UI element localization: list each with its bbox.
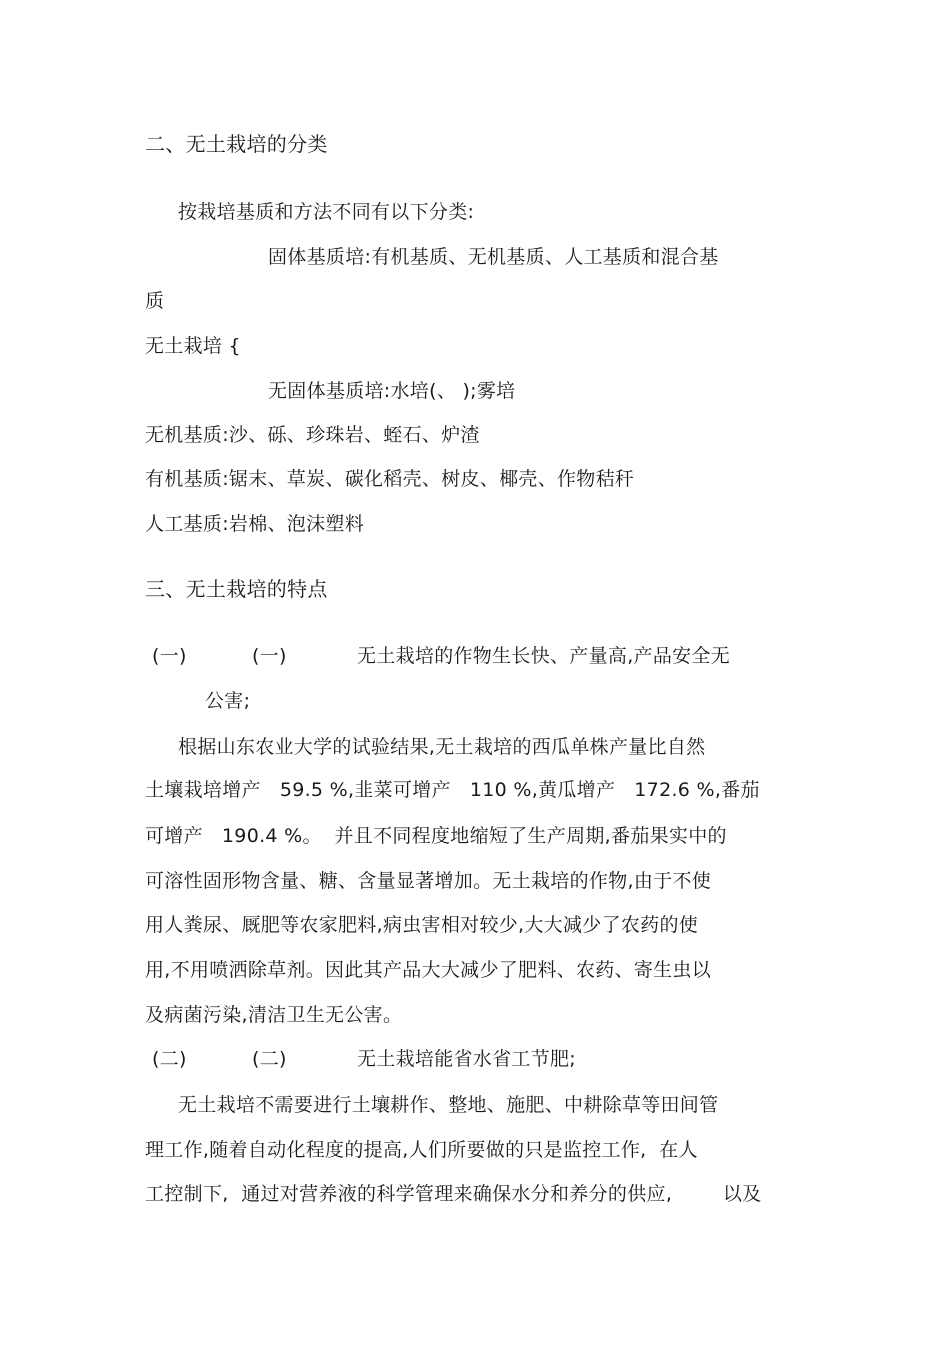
section-3-heading: 三、无土栽培的特点 bbox=[145, 577, 328, 601]
item-1-paragraph-line-1: 根据山东农业大学的试验结果,无土栽培的西瓜单株产量比自然 bbox=[178, 736, 706, 758]
section-2-intro: 按栽培基质和方法不同有以下分类: bbox=[178, 201, 475, 223]
organic-substrate-line: 有机基质:锯末、草炭、碳化稻壳、树皮、椰壳、作物秸秆 bbox=[145, 468, 635, 490]
item-2-paragraph-line-3: 工控制下, 通过对营养液的科学管理来确保水分和养分的供应, 以及 bbox=[145, 1183, 762, 1205]
inorganic-substrate-line: 无机基质:沙、砾、珍珠岩、蛭石、炉渣 bbox=[145, 424, 480, 446]
item-2-title: 无土栽培能省水省工节肥; bbox=[357, 1048, 577, 1070]
item-1-title-line-1: 无土栽培的作物生长快、产量高,产品安全无 bbox=[357, 645, 731, 667]
solid-substrate-line-2: 质 bbox=[145, 290, 165, 312]
item-1-paragraph-line-5: 用人粪尿、厩肥等农家肥料,病虫害相对较少,大大减少了农药的使 bbox=[145, 914, 699, 936]
item-1-marker-b: (一) bbox=[252, 645, 287, 667]
item-1-paragraph-line-2: 土壤栽培增产 59.5 %,韭菜可增产 110 %,黄瓜增产 172.6 %,番茄 bbox=[145, 779, 760, 801]
non-solid-substrate-line: 无固体基质培:水培(、 );雾培 bbox=[268, 380, 516, 402]
item-1-title-line-2: 公害; bbox=[205, 690, 251, 712]
item-1-paragraph-line-4: 可溶性固形物含量、糖、含量显著增加。无土栽培的作物,由于不使 bbox=[145, 870, 712, 892]
item-2-paragraph-line-1: 无土栽培不需要进行土壤耕作、整地、施肥、中耕除草等田间管 bbox=[178, 1094, 719, 1116]
item-1-paragraph-line-6: 用,不用喷洒除草剂。因此其产品大大减少了肥料、农药、寄生虫以 bbox=[145, 959, 712, 981]
item-1-marker-a: (一) bbox=[152, 645, 187, 667]
artificial-substrate-line: 人工基质:岩棉、泡沫塑料 bbox=[145, 513, 365, 535]
item-1-paragraph-line-7: 及病菌污染,清洁卫生无公害。 bbox=[145, 1004, 403, 1026]
item-2-paragraph-line-2: 理工作,随着自动化程度的提高,人们所要做的只是监控工作, 在人 bbox=[145, 1139, 698, 1161]
item-2-marker-a: (二) bbox=[152, 1048, 187, 1070]
classification-root-label: 无土栽培 { bbox=[145, 335, 241, 357]
item-1-paragraph-line-3: 可增产 190.4 %。 并且不同程度地缩短了生产周期,番茄果实中的 bbox=[145, 825, 727, 847]
item-2-marker-b: (二) bbox=[252, 1048, 287, 1070]
solid-substrate-line-1: 固体基质培:有机基质、无机基质、人工基质和混合基 bbox=[268, 246, 719, 268]
section-2-heading: 二、无土栽培的分类 bbox=[145, 132, 328, 156]
